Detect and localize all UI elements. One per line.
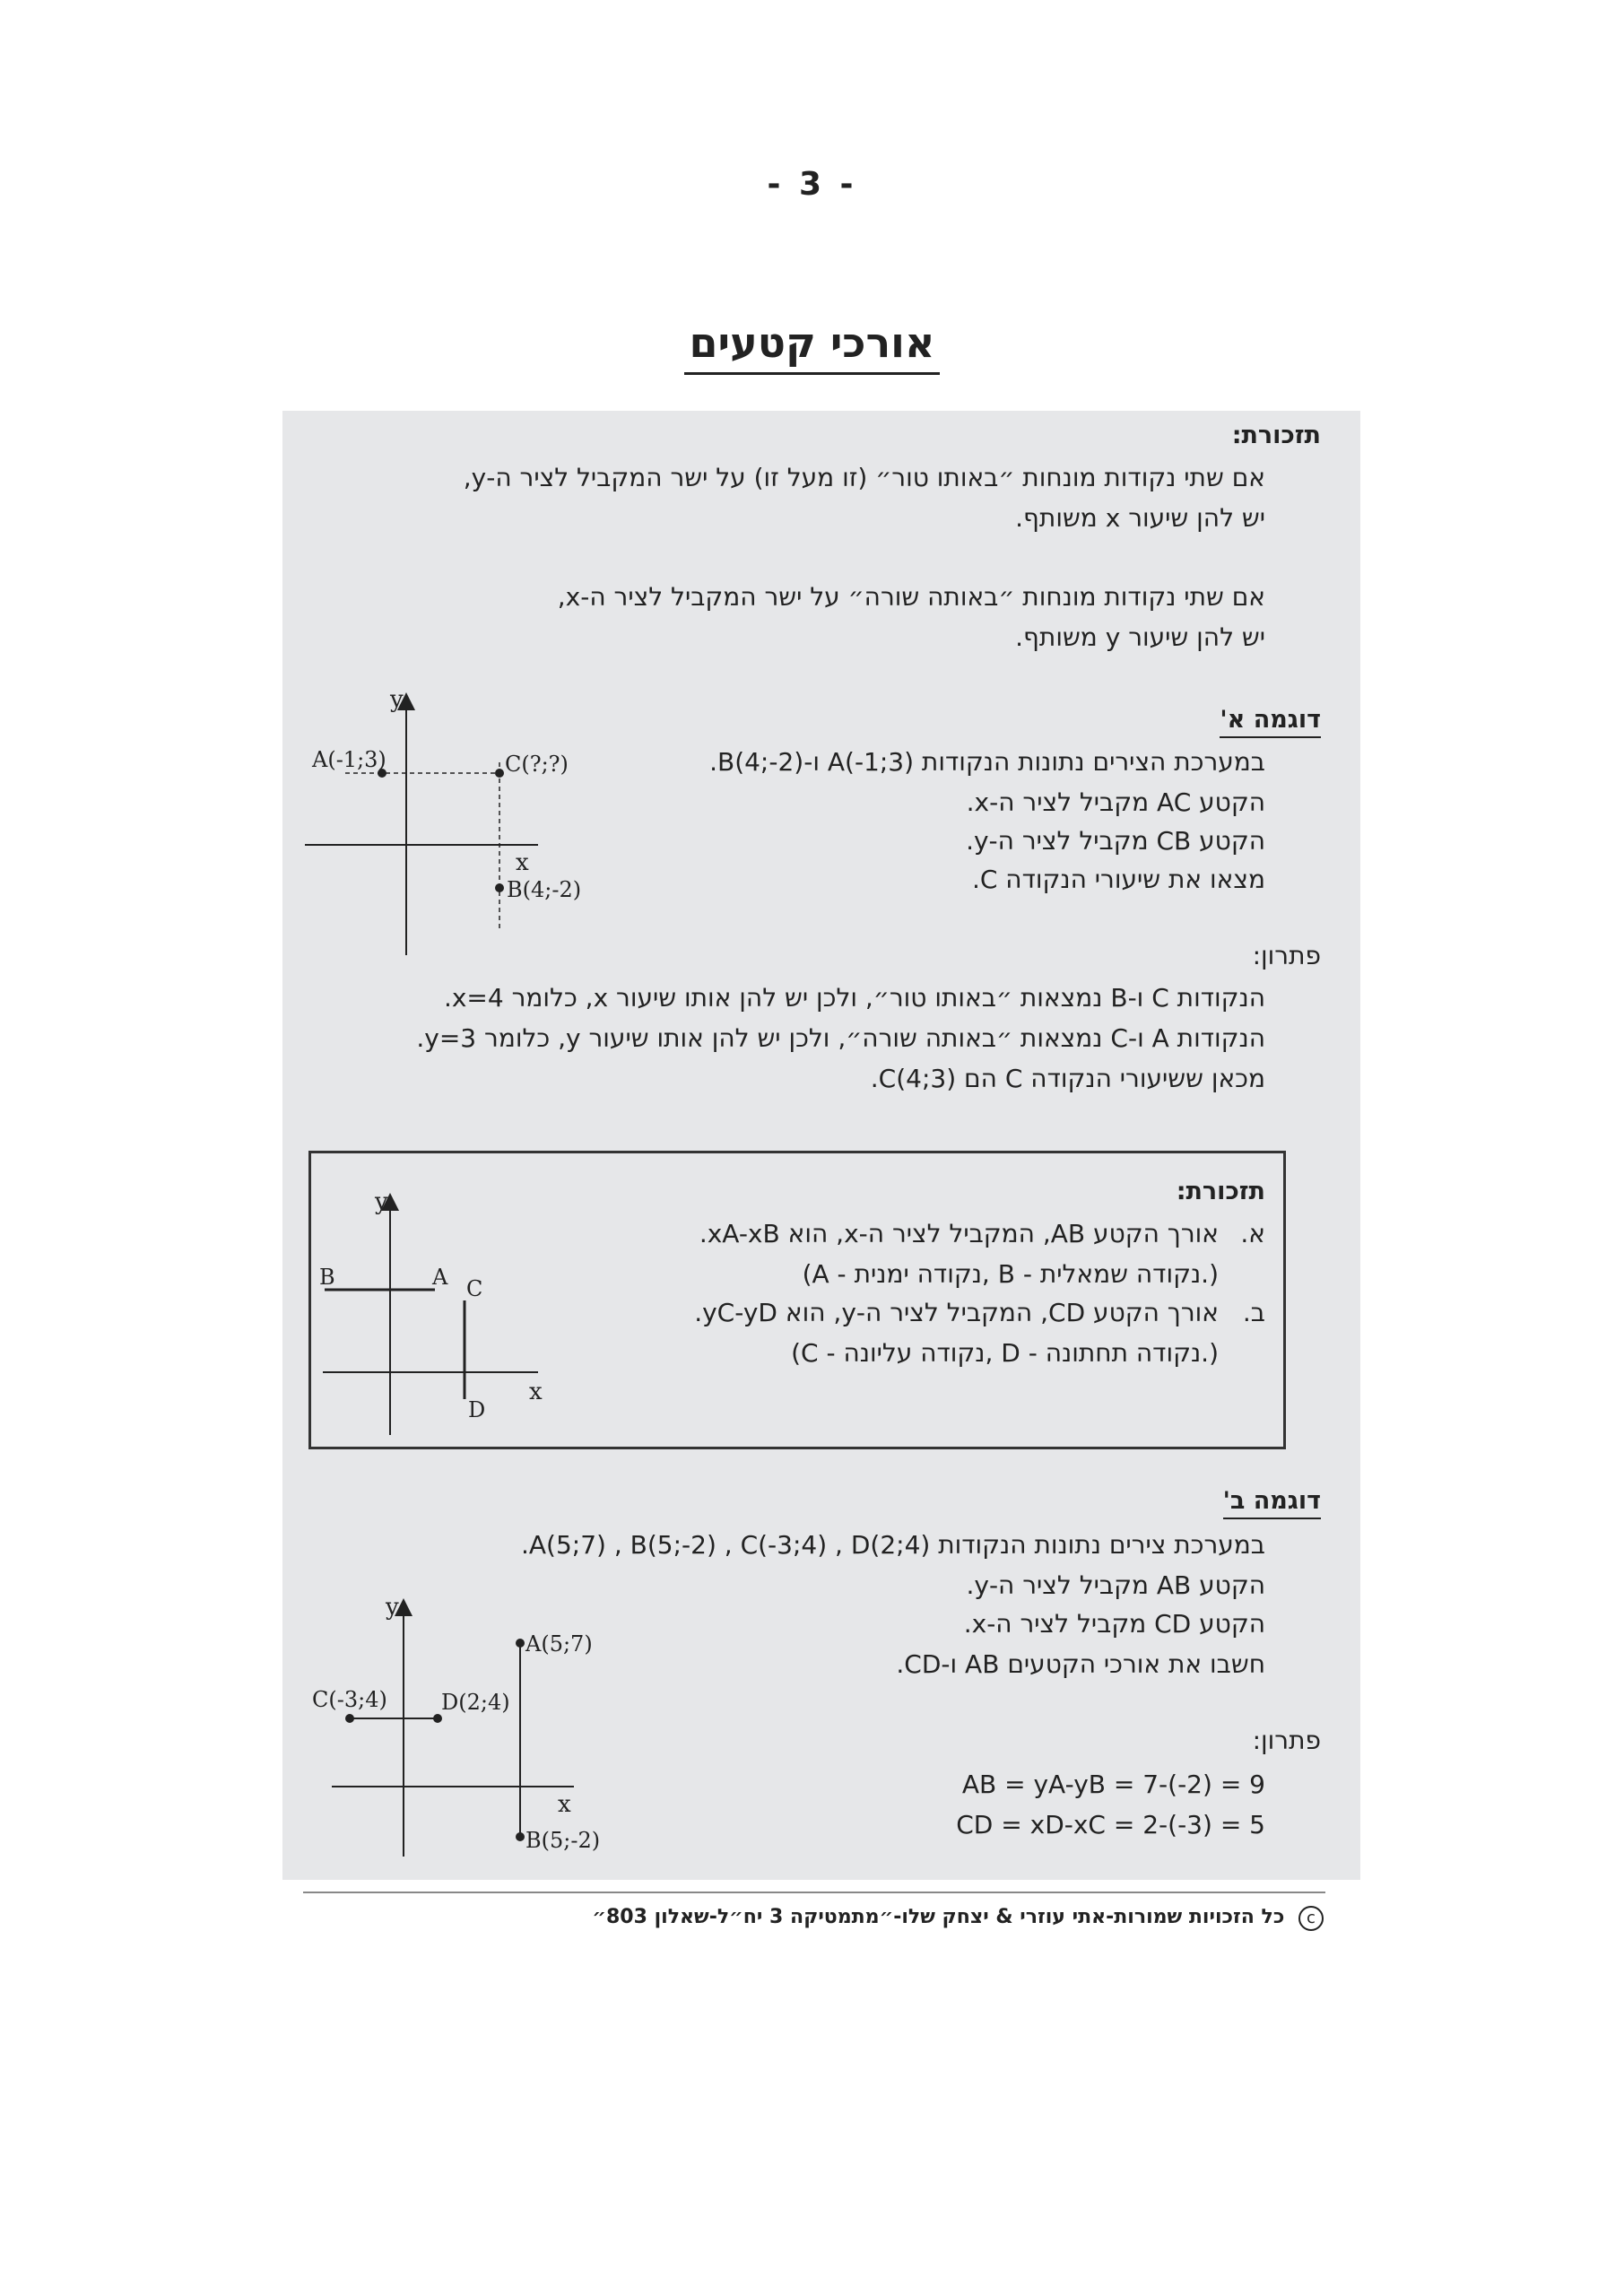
reminder1-line-4: יש להן שיעור y משותף. [1015, 622, 1265, 652]
label-b: B [319, 1265, 335, 1290]
reminder2-marker-a: א. [1240, 1219, 1265, 1248]
example-a-heading: דוגמה א' [1220, 706, 1321, 738]
point-b [495, 883, 504, 892]
footer-text: כל הזכויות שמורות-אתי עוזרי & יצחק שלו-״מתמטיקה 3 יח״ל-שאלון 803״ [592, 1906, 1285, 1928]
reminder2-item-a-line-1: אורך הקטע AB, המקביל לציר ה-x, הוא xA-xB. [699, 1219, 1219, 1248]
example-b-graph [305, 1587, 637, 1866]
reminder2-marker-b: ב. [1242, 1298, 1265, 1327]
label-a: A(5;7) [525, 1631, 593, 1657]
point-d [433, 1714, 442, 1723]
x-axis-label: x [516, 849, 529, 876]
point-b [516, 1832, 525, 1841]
label-d: D(2;4) [441, 1690, 510, 1715]
page-title-text: אורכי קטעים [684, 318, 941, 375]
example-b-solution-heading: פתרון: [1252, 1726, 1321, 1755]
example-b-line-1: במערכת צירים נתונות הנקודות A(5;7) , B(5;-2) , C(-3;4) , D(2;4). [520, 1530, 1265, 1560]
label-d: D [468, 1397, 486, 1422]
reminder2-item-a-line-2: (A - נקודה ימנית, B - נקודה שמאלית.) [802, 1259, 1219, 1289]
footer [592, 1906, 1324, 1931]
reminder2-heading: תזכורת: [1176, 1178, 1265, 1205]
page-number: - 3 - [767, 166, 857, 203]
reminder2-item-b-line-1: אורך הקטע CD, המקביל לציר ה-y, הוא yC-yD. [694, 1298, 1219, 1327]
copyright-icon: c [1298, 1906, 1324, 1931]
page-title [0, 318, 1624, 367]
label-a: A(-1;3) [312, 747, 386, 772]
x-axis-label: x [529, 1378, 543, 1405]
reminder1-line-3: אם שתי נקודות מונחות ״באותה שורה״ על ישר המקביל לציר ה-x, [557, 582, 1265, 612]
footer-divider [303, 1892, 1325, 1893]
label-b: B(4;-2) [507, 877, 582, 902]
example-b-heading: דוגמה ב' [1223, 1487, 1321, 1519]
example-b-solution-line-1: AB = yA-yB = 7-(-2) = 9 [961, 1770, 1265, 1799]
example-b-line-2: הקטע AB מקביל לציר ה-y. [966, 1570, 1265, 1600]
example-a-solution-heading: פתרון: [1252, 941, 1321, 970]
example-a-line-4: מצאו את שיעורי הנקודה C. [971, 865, 1265, 894]
y-axis-label: y [375, 1188, 388, 1215]
y-axis-label: y [390, 686, 404, 713]
example-a-solution-line-2: הנקודות A ו-C נמצאות ״באותה שורה״, ולכן יש להן אותו שיעור y, כלומר y=3. [416, 1023, 1265, 1053]
reminder1-line-2: יש להן שיעור x משותף. [1015, 503, 1265, 533]
point-c [495, 769, 504, 778]
reminder1-heading: תזכורת: [1231, 422, 1321, 449]
point-a [516, 1639, 525, 1648]
example-a-solution-line-3: מכאן ששיעורי הנקודה C הם C(4;3). [870, 1064, 1265, 1093]
example-a-graph [296, 682, 619, 960]
example-a-line-3: הקטע CB מקביל לציר ה-y. [966, 826, 1265, 856]
point-c [345, 1714, 354, 1723]
example-a-line-1: במערכת הצירים נתונות הנקודות A(-1;3) ו-B(4;-2). [709, 747, 1265, 777]
x-axis-label: x [558, 1791, 571, 1818]
label-a: A [432, 1265, 448, 1290]
y-axis-label: y [386, 1594, 399, 1621]
label-c: C(-3;4) [312, 1687, 387, 1712]
reminder2-graph [314, 1184, 565, 1444]
label-c: C [466, 1276, 483, 1301]
example-b-line-3: הקטע CD מקביל לציר ה-x. [963, 1609, 1265, 1639]
example-a-line-2: הקטע AC מקביל לציר ה-x. [966, 787, 1265, 817]
reminder1-line-1: אם שתי נקודות מונחות ״באותו טור״ (זו מעל זו) על ישר המקביל לציר ה-y, [463, 463, 1265, 492]
label-b: B(5;-2) [525, 1828, 601, 1853]
reminder2-item-b-line-2: (C - נקודה עליונה, D - נקודה תחתונה.) [791, 1338, 1219, 1368]
example-a-solution-line-1: הנקודות C ו-B נמצאות ״באותו טור״, ולכן יש להן אותו שיעור x, כלומר x=4. [443, 983, 1265, 1013]
example-b-line-4: חשבו את אורכי הקטעים AB ו-CD. [896, 1649, 1265, 1679]
example-b-solution-line-2: CD = xD-xC = 2-(-3) = 5 [956, 1810, 1265, 1839]
label-c: C(?;?) [505, 752, 569, 777]
